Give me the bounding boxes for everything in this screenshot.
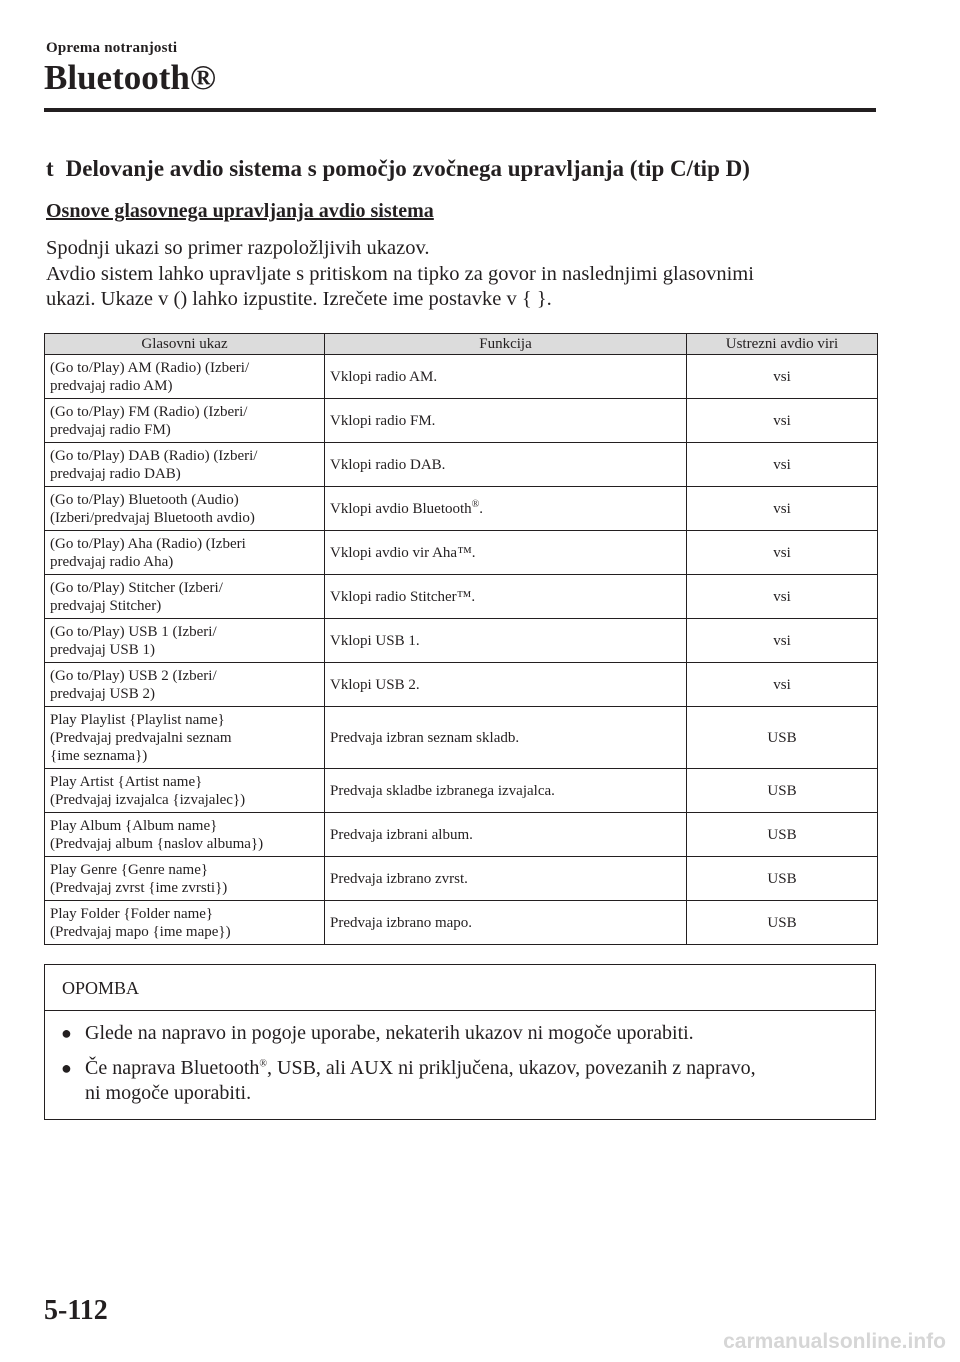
command-cell [45, 901, 325, 945]
command-line: predvajaj USB 1) [50, 641, 155, 658]
command-cell [45, 399, 325, 443]
command-line: predvajaj radio Aha) [50, 553, 174, 570]
command-cell [45, 707, 325, 769]
note-title: OPOMBA [45, 965, 875, 1011]
command-line: (Go to/Play) USB 1 (Izberi/ [50, 623, 217, 640]
function-text: Vklopi USB 1. [330, 632, 420, 649]
section-label: Oprema notranjosti [46, 40, 178, 56]
voice-commands-table [44, 333, 878, 945]
command-line: (Go to/Play) FM (Radio) (Izberi/ [50, 403, 248, 420]
page-title: Bluetooth® [44, 58, 216, 97]
heading-text: Delovanje avdio sistema s pomočjo zvočnega upravljanja (tip C/tip D) [65, 156, 750, 181]
command-line: (Izberi/predvajaj Bluetooth avdio) [50, 509, 255, 526]
function-cell [325, 663, 687, 707]
function-text: Vklopi avdio Bluetooth [330, 500, 472, 517]
table-row [45, 901, 878, 945]
bullet-icon: ● [61, 1058, 72, 1078]
column-header-sources: Ustrezni avdio viri [687, 334, 878, 355]
table-row [45, 531, 878, 575]
command-line: predvajaj radio DAB) [50, 465, 181, 482]
function-cell [325, 531, 687, 575]
note-text-post: , USB, ali AUX ni priključena, ukazov, povezanih z napravo, [267, 1057, 756, 1079]
function-text: Vklopi radio FM. [330, 412, 436, 429]
source-cell: USB [687, 769, 878, 813]
source-cell: vsi [687, 531, 878, 575]
command-cell [45, 487, 325, 531]
command-line: (Predvajaj predvajalni seznam [50, 729, 232, 746]
source-cell: USB [687, 813, 878, 857]
table-row [45, 443, 878, 487]
command-line: {ime seznama}) [50, 747, 148, 764]
registered-mark: ® [259, 1058, 268, 1070]
function-cell [325, 355, 687, 399]
command-line: (Go to/Play) Aha (Radio) (Izberi [50, 535, 246, 552]
function-cell [325, 901, 687, 945]
note-list [45, 1011, 875, 1106]
function-text: Predvaja izbran seznam skladb. [330, 729, 520, 746]
command-cell [45, 813, 325, 857]
command-cell [45, 619, 325, 663]
source-cell: vsi [687, 575, 878, 619]
table-row [45, 355, 878, 399]
function-cell [325, 575, 687, 619]
function-text: Vklopi radio Stitcher™. [330, 588, 476, 605]
source-cell: vsi [687, 399, 878, 443]
command-line: predvajaj USB 2) [50, 685, 155, 702]
table-row [45, 857, 878, 901]
command-line: (Go to/Play) USB 2 (Izberi/ [50, 667, 217, 684]
function-text: Vklopi avdio vir Aha™. [330, 544, 476, 561]
command-line: predvajaj radio AM) [50, 377, 173, 394]
command-line: (Predvajaj album {naslov albuma}) [50, 835, 264, 852]
header-divider [44, 108, 876, 112]
function-text-end: . [479, 500, 484, 517]
command-cell [45, 857, 325, 901]
function-cell [325, 769, 687, 813]
note-text-line2: ni mogoče uporabiti. [85, 1082, 252, 1104]
command-line: (Predvajaj mapo {ime mape}) [50, 923, 231, 940]
source-cell: vsi [687, 619, 878, 663]
command-line: (Go to/Play) DAB (Radio) (Izberi/ [50, 447, 258, 464]
source-cell: vsi [687, 443, 878, 487]
command-cell [45, 575, 325, 619]
command-line: Play Artist {Artist name} [50, 773, 203, 790]
heading-bullet: t [46, 156, 54, 181]
table-row [45, 813, 878, 857]
source-cell: USB [687, 901, 878, 945]
note-item [45, 1056, 875, 1106]
function-text: Vklopi radio AM. [330, 368, 438, 385]
table-row [45, 707, 878, 769]
page-number: 5-112 [44, 1295, 108, 1326]
source-cell: USB [687, 857, 878, 901]
table-row [45, 399, 878, 443]
command-line: (Go to/Play) Stitcher (Izberi/ [50, 579, 223, 596]
command-line: (Go to/Play) Bluetooth (Audio) [50, 491, 239, 508]
source-cell: USB [687, 707, 878, 769]
command-line: (Predvajaj izvajalca {izvajalec}) [50, 791, 246, 808]
watermark: carmanualsonline.info [723, 1330, 946, 1353]
intro-line: ukazi. Ukaze v () lahko izpustite. Izrečete ime postavke v { }. [46, 288, 552, 310]
section-heading [46, 156, 750, 182]
function-cell [325, 443, 687, 487]
note-text-pre: Če naprava Bluetooth [85, 1057, 260, 1079]
registered-mark: ® [471, 498, 480, 510]
command-cell [45, 531, 325, 575]
command-line: (Go to/Play) AM (Radio) (Izberi/ [50, 359, 250, 376]
note-box [44, 964, 876, 1120]
table-row [45, 487, 878, 531]
intro-paragraph [46, 236, 866, 313]
function-text: Vklopi radio DAB. [330, 456, 446, 473]
note-item [45, 1021, 875, 1046]
command-cell [45, 355, 325, 399]
table-header-row [45, 334, 878, 355]
command-line: predvajaj radio FM) [50, 421, 171, 438]
function-cell [325, 399, 687, 443]
note-text: Glede na napravo in pogoje uporabe, nekaterih ukazov ni mogoče uporabiti. [85, 1022, 694, 1044]
table-row [45, 663, 878, 707]
command-cell [45, 663, 325, 707]
command-line: Play Genre {Genre name} [50, 861, 209, 878]
source-cell: vsi [687, 663, 878, 707]
function-cell [325, 813, 687, 857]
column-header-function: Funkcija [325, 334, 687, 355]
function-text: Predvaja skladbe izbranega izvajalca. [330, 782, 555, 799]
function-text: Predvaja izbrani album. [330, 826, 473, 843]
function-text: Predvaja izbrano mapo. [330, 914, 473, 931]
table-row [45, 619, 878, 663]
function-text: Vklopi USB 2. [330, 676, 420, 693]
intro-line: Avdio sistem lahko upravljate s pritiskom na tipko za govor in naslednjimi glasovnimi [46, 262, 754, 285]
command-line: (Predvajaj zvrst {ime zvrsti}) [50, 879, 228, 896]
function-cell [325, 857, 687, 901]
column-header-command: Glasovni ukaz [45, 334, 325, 355]
table-row [45, 769, 878, 813]
table-row [45, 575, 878, 619]
command-line: Play Playlist {Playlist name} [50, 711, 225, 728]
function-cell [325, 487, 687, 531]
command-line: Play Album {Album name} [50, 817, 218, 834]
function-text: Predvaja izbrano zvrst. [330, 870, 468, 887]
command-cell [45, 769, 325, 813]
command-cell [45, 443, 325, 487]
subheading: Osnove glasovnega upravljanja avdio sistema [46, 200, 434, 222]
source-cell: vsi [687, 355, 878, 399]
function-cell [325, 619, 687, 663]
source-cell: vsi [687, 487, 878, 531]
bullet-icon: ● [61, 1023, 72, 1043]
function-cell [325, 707, 687, 769]
intro-line: Spodnji ukazi so primer razpoložljivih ukazov. [46, 237, 430, 259]
command-line: predvajaj Stitcher) [50, 597, 162, 614]
command-line: Play Folder {Folder name} [50, 905, 214, 922]
